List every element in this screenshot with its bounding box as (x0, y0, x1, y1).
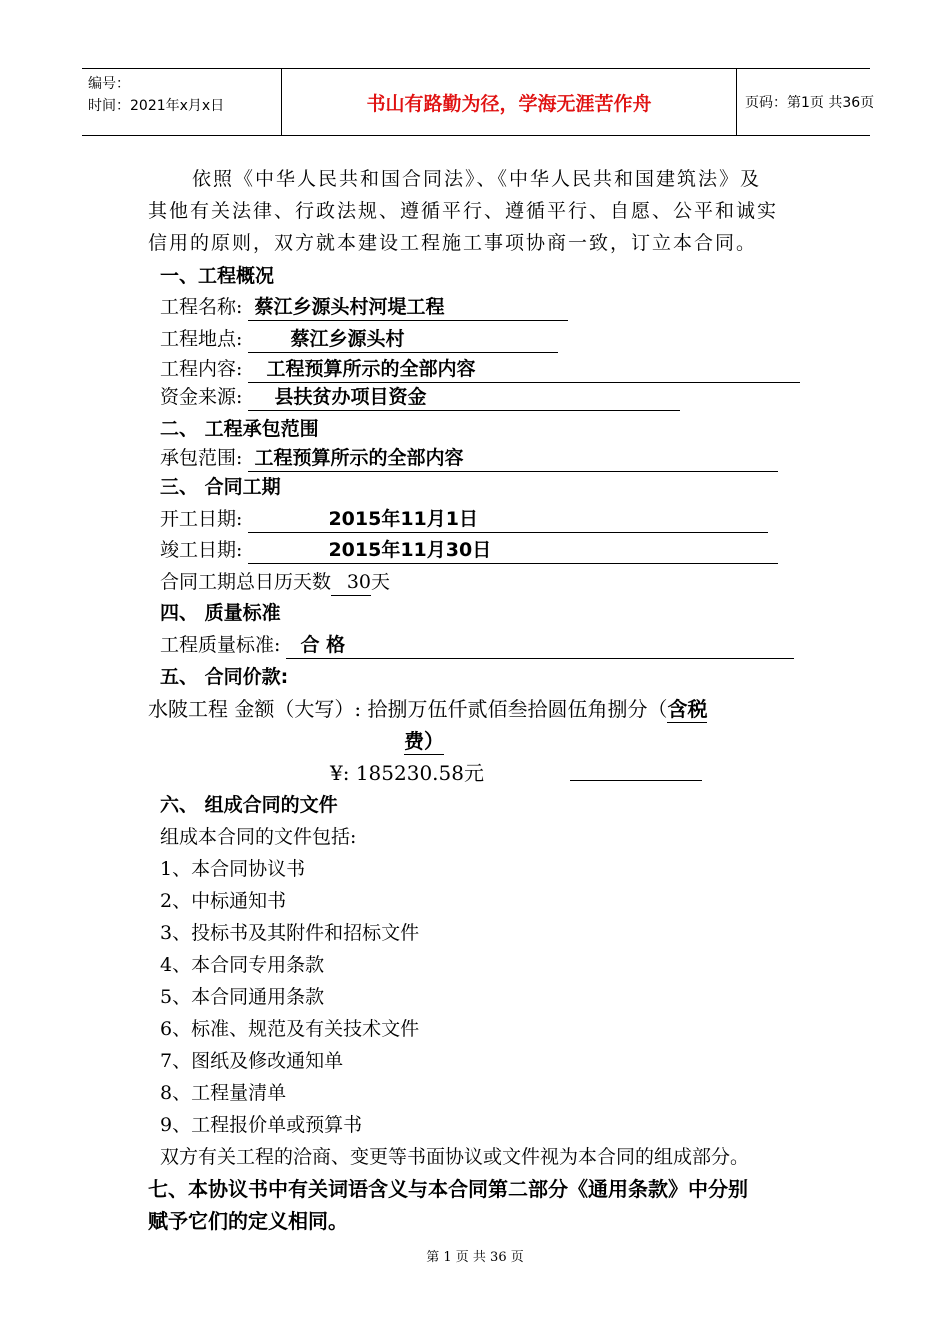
section4-title: 四、 质量标准 (160, 602, 281, 624)
quality-label: 工程质量标准: (160, 634, 281, 656)
blank-underline (570, 780, 702, 781)
project-content-value: 工程预算所示的全部内容 (248, 356, 800, 383)
start-date-label: 开工日期: (160, 508, 243, 530)
project-location-value: 蔡江乡源头村 (248, 326, 558, 353)
project-name-label: 工程名称: (160, 296, 243, 318)
project-name-value: 蔡江乡源头村河堤工程 (248, 294, 568, 321)
documents-intro: 组成本合同的文件包括: (160, 826, 357, 848)
number-label: 编号： (88, 76, 130, 92)
project-content-label: 工程内容: (160, 358, 243, 380)
list-item: 7、图纸及修改通知单 (160, 1050, 344, 1072)
yen-row (330, 760, 484, 786)
amount-row (148, 696, 707, 723)
list-item: 9、工程报价单或预算书 (160, 1114, 363, 1136)
list-item: 3、投标书及其附件和招标文件 (160, 922, 420, 944)
page-footer: 第 1 页 共 36 页 (426, 1250, 524, 1265)
start-date-row (160, 506, 768, 533)
funding-label: 资金来源: (160, 386, 243, 408)
quality-row (160, 632, 794, 659)
scope-label: 承包范围: (160, 447, 243, 469)
list-item: 6、标准、规范及有关技术文件 (160, 1018, 420, 1040)
funding-value: 县扶贫办项目资金 (248, 384, 680, 411)
end-date-value: 2015年11月30日 (248, 537, 778, 564)
time-label: 时间：2021年x月x日 (88, 98, 225, 114)
project-location-row (160, 326, 558, 353)
list-item: 5、本合同通用条款 (160, 986, 325, 1008)
project-content-row (160, 356, 800, 383)
end-date-row (160, 537, 778, 564)
amount-text: 拾捌万伍仟贰佰叁拾圆伍角捌分（ (367, 697, 668, 721)
tax-part-1: 含税 (667, 697, 708, 721)
list-item: 2、中标通知书 (160, 890, 287, 912)
intro-line-3: 信用的原则，双方就本建设工程施工事项协商一致，订立本合同。 (148, 232, 758, 254)
total-days-label: 合同工期总日历天数 (160, 571, 332, 593)
funding-row (160, 384, 680, 411)
tax-part-2: 费） (404, 729, 444, 753)
header-motto: 书山有路勤为径，学海无涯苦作舟 (282, 69, 737, 135)
section7-line-2: 赋予它们的定义相同。 (148, 1209, 348, 1233)
section6-title: 六、 组成合同的文件 (160, 794, 338, 816)
header-meta (82, 69, 282, 135)
amount-label: 水陂工程 金额（大写）: (148, 697, 362, 721)
amount-row-2 (404, 728, 444, 755)
project-name-row (160, 294, 568, 321)
scope-value: 工程预算所示的全部内容 (248, 445, 778, 472)
yen-amount: ¥: 185230.58元 (330, 761, 484, 785)
quality-value: 合 格 (286, 632, 794, 659)
section5-title: 五、 合同价款: (160, 666, 289, 688)
intro-line-2: 其他有关法律、行政法规、遵循平行、遵循平行、自愿、公平和诚实 (148, 200, 779, 222)
start-date-value: 2015年11月1日 (248, 506, 768, 533)
total-days-row (160, 569, 390, 596)
section7-line-1: 七、本协议书中有关词语含义与本合同第二部分《通用条款》中分别 (148, 1177, 748, 1201)
project-location-label: 工程地点: (160, 328, 243, 350)
section2-title: 二、 工程承包范围 (160, 418, 319, 440)
total-days-unit: 天 (371, 571, 391, 593)
document-header (82, 68, 875, 136)
header-page-info: 页码：第1页 共36页 (745, 95, 875, 111)
documents-closing: 双方有关工程的洽商、变更等书面协议或文件视为本合同的组成部分。 (160, 1146, 750, 1168)
list-item: 8、工程量清单 (160, 1082, 287, 1104)
scope-row (160, 445, 778, 472)
end-date-label: 竣工日期: (160, 539, 243, 561)
list-item: 1、本合同协议书 (160, 858, 306, 880)
total-days-value: 30 (331, 569, 371, 596)
intro-line-1: 依照《中华人民共和国合同法》、《中华人民共和国建筑法》及 (192, 168, 762, 190)
section1-title: 一、工程概况 (160, 265, 275, 287)
list-item: 4、本合同专用条款 (160, 954, 325, 976)
section3-title: 三、 合同工期 (160, 476, 281, 498)
